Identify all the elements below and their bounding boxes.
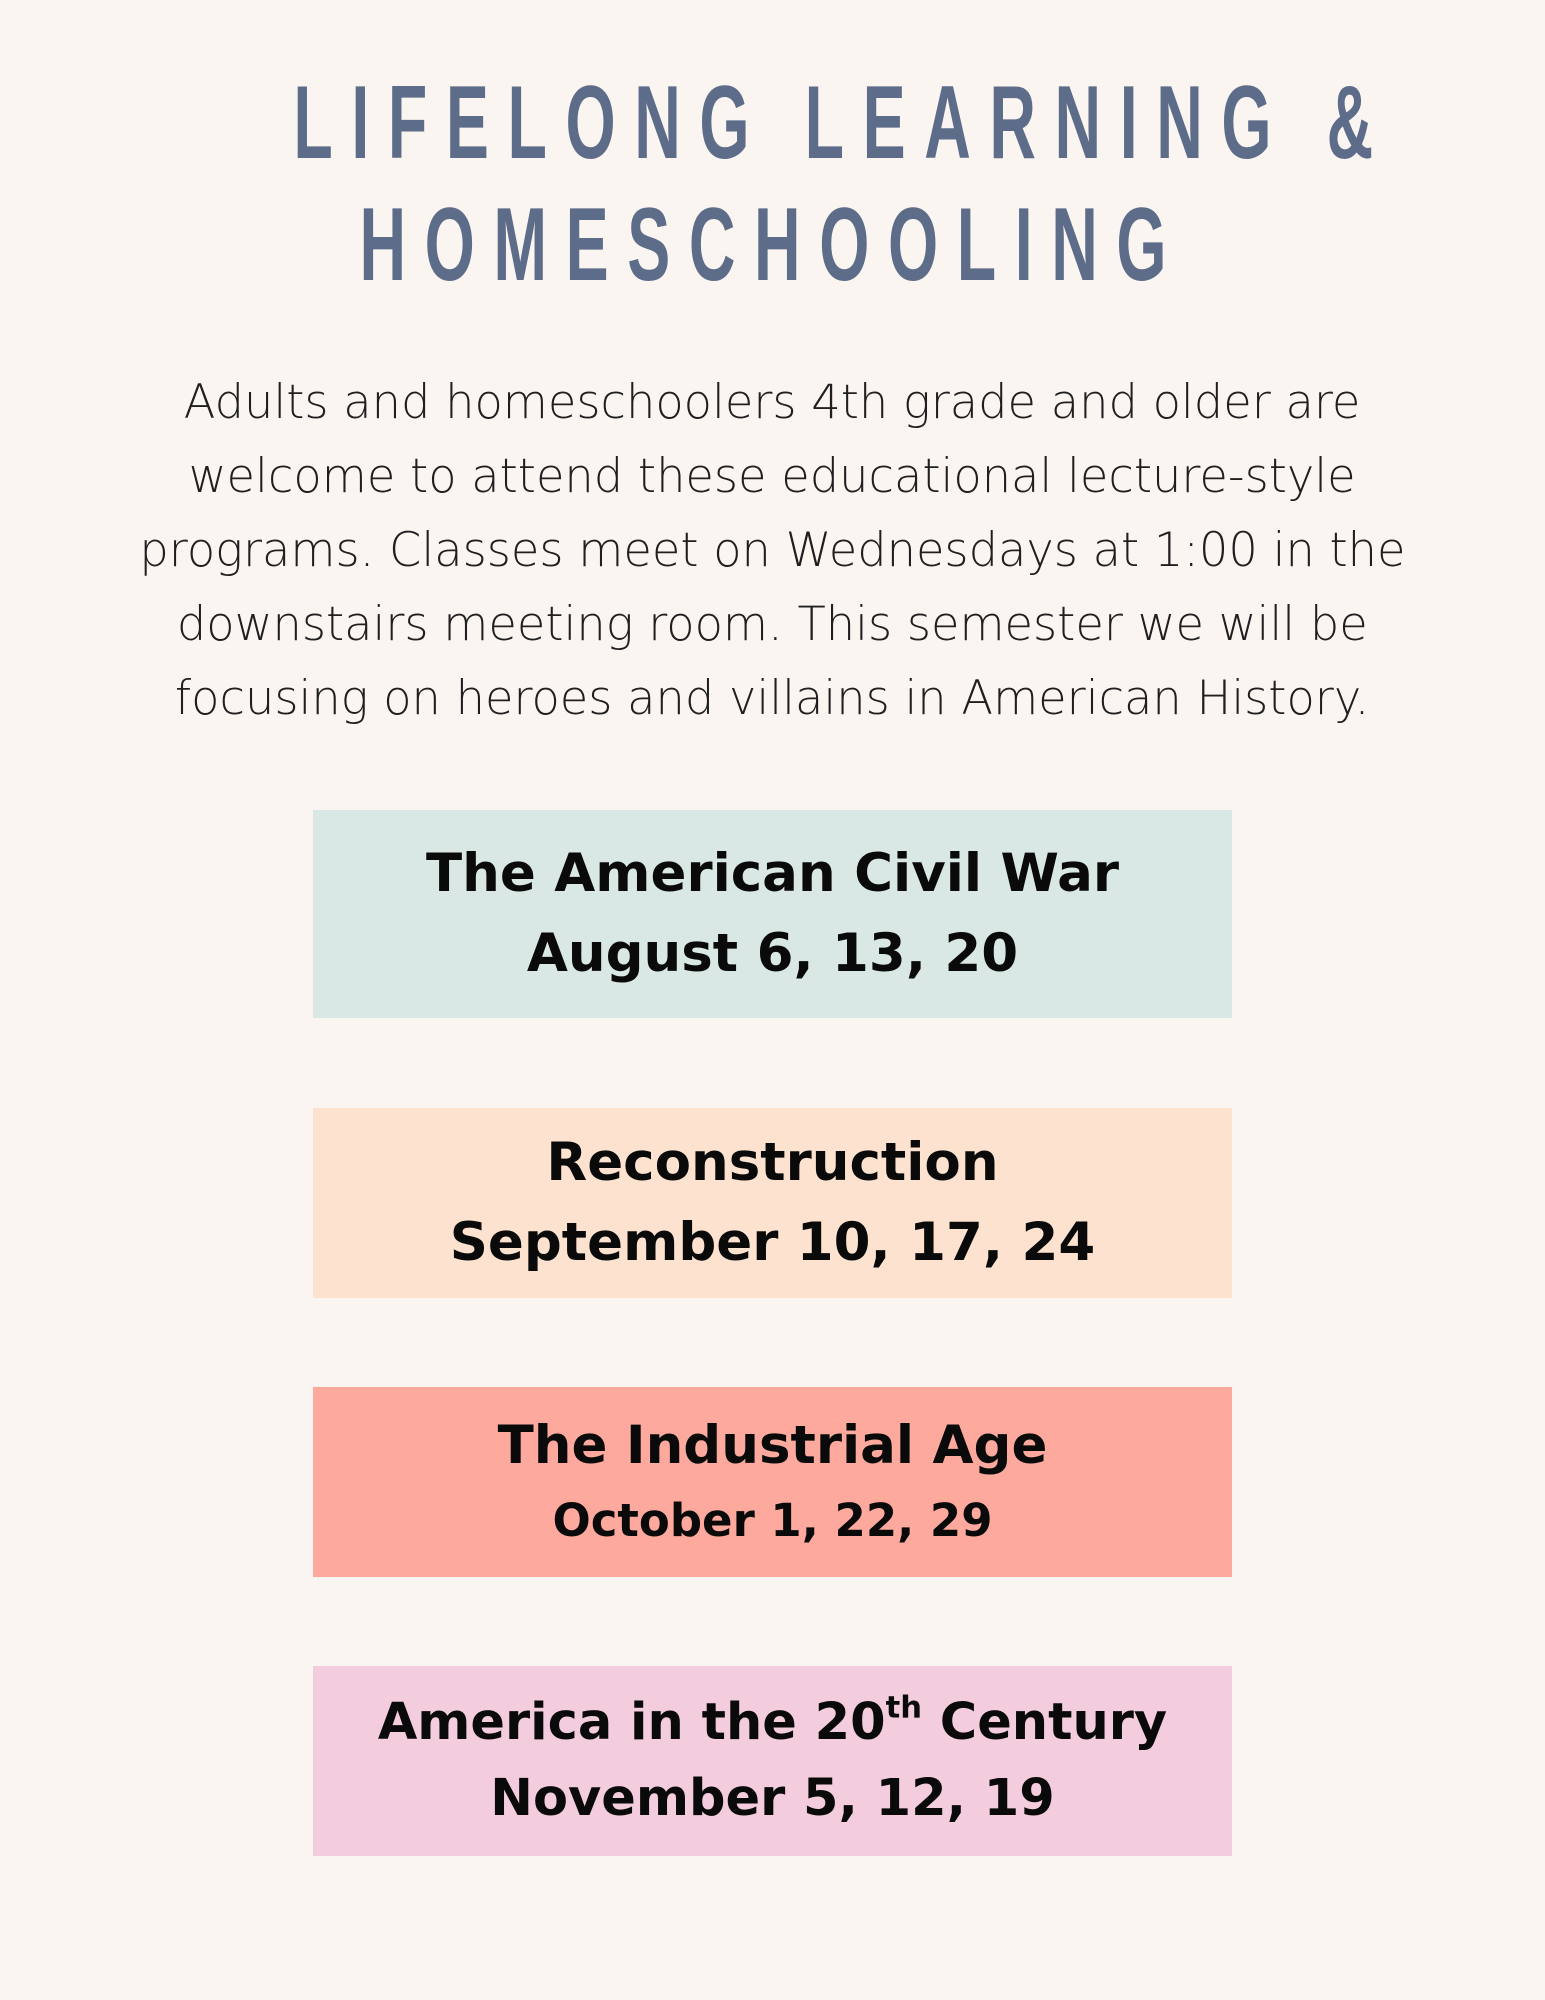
session-dates: October 1, 22, 29 bbox=[552, 1494, 993, 1547]
page-title-line-1: LIFELONG LEARNING & bbox=[293, 65, 1392, 181]
session-topic: The American Civil War bbox=[425, 843, 1119, 904]
session-topic: Reconstruction bbox=[546, 1132, 999, 1193]
session-dates: September 10, 17, 24 bbox=[449, 1212, 1096, 1273]
session-card-industrial-age bbox=[313, 1387, 1232, 1577]
intro-line: downstairs meeting room. This semester we will be bbox=[177, 597, 1368, 652]
session-card-civil-war bbox=[313, 810, 1232, 1018]
session-topic bbox=[378, 1685, 1167, 1761]
session-topic: The Industrial Age bbox=[497, 1415, 1048, 1476]
intro-line: welcome to attend these educational lecture-style bbox=[189, 449, 1356, 504]
intro-line: programs. Classes meet on Wednesdays at 1:00 in the bbox=[139, 523, 1406, 578]
session-dates: November 5, 12, 19 bbox=[490, 1769, 1055, 1828]
session-card-20th-century bbox=[313, 1666, 1232, 1856]
intro-line: Adults and homeschoolers 4th grade and older are bbox=[184, 375, 1361, 430]
intro-paragraph bbox=[90, 366, 1455, 736]
page-title bbox=[293, 62, 1392, 306]
intro-line: focusing on heroes and villains in American History. bbox=[175, 671, 1370, 726]
session-topic-part: America in the 20 bbox=[377, 1693, 886, 1752]
page-title-line-2: HOMESCHOOLING bbox=[359, 187, 1186, 303]
session-dates: August 6, 13, 20 bbox=[526, 923, 1019, 984]
session-topic-part: Century bbox=[922, 1693, 1168, 1752]
session-card-reconstruction bbox=[313, 1108, 1232, 1298]
ordinal-superscript: th bbox=[885, 1690, 923, 1726]
